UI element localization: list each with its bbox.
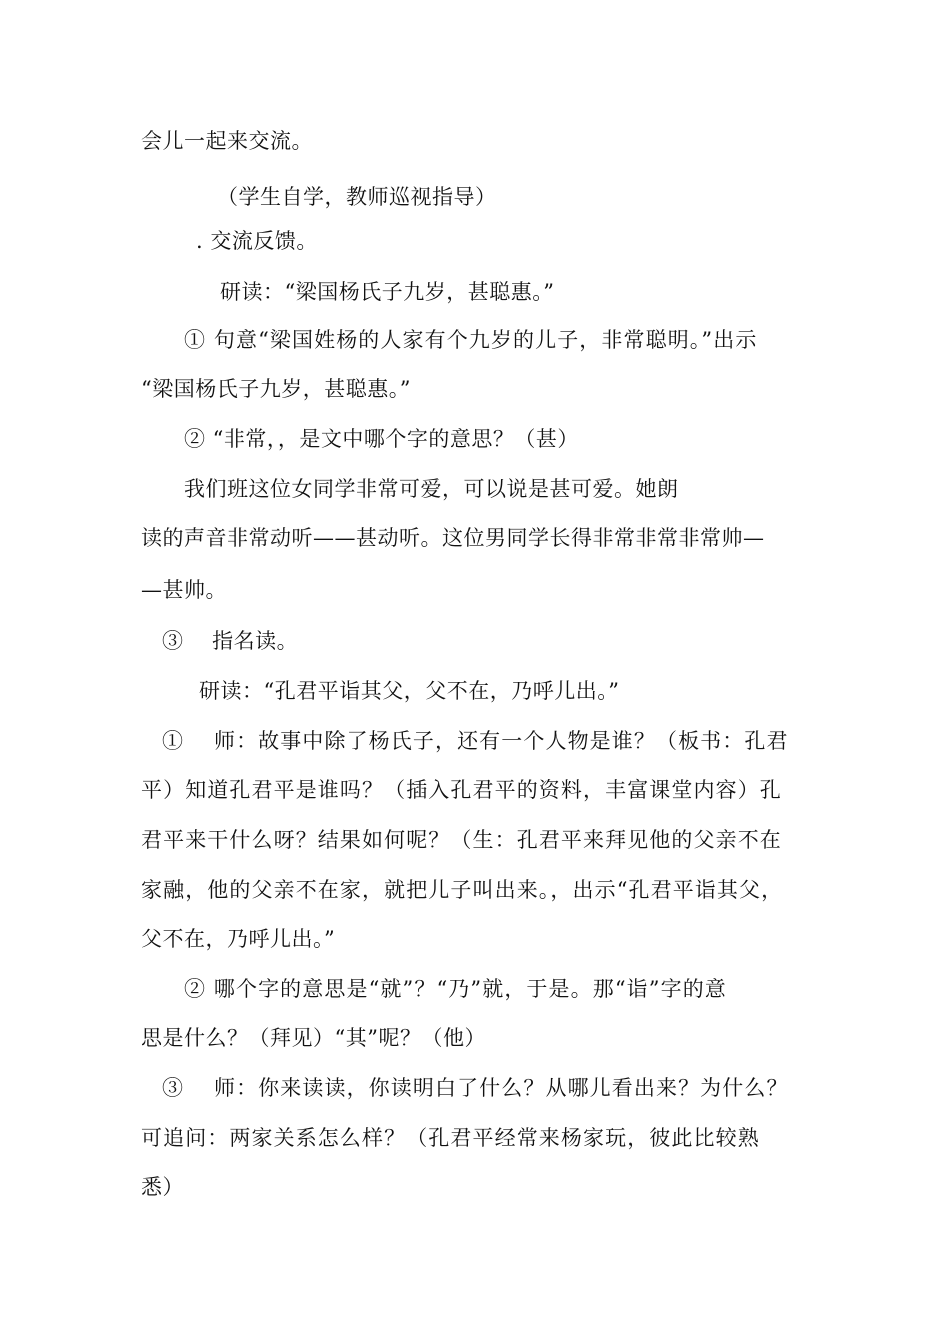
text-line-continuation: 会儿一起来交流。 (141, 129, 313, 153)
text-line-example-2: 读的声音非常动听——甚动听。这位男同学长得非常非常非常帅— (141, 526, 765, 550)
text-line-feedback-heading: . 交流反馈。 (196, 229, 318, 253)
text-line-teacher-question-1: ① 师：故事中除了杨氏子，还有一个人物是谁？（板书：孔君 (162, 729, 789, 753)
text-line-teacher-question-2: 平）知道孔君平是谁吗？（插入孔君平的资料，丰富课堂内容）孔 (141, 778, 782, 802)
text-line-item-2-question: ② “非常，，是文中哪个字的意思？（甚） (184, 427, 579, 451)
text-line-word-meaning-2: 思是什么？（拜见）“其”呢？（他） (141, 1026, 486, 1050)
text-line-example-3: —甚帅。 (141, 578, 227, 602)
text-line-teacher-question-4: 家融，他的父亲不在家，就把儿子叫出来。，出示“孔君平诣其父， (141, 878, 784, 902)
text-line-teacher-read-3: 悉） (141, 1175, 184, 1199)
text-line-item-1-meaning: ① 句意“梁国姓杨的人家有个九岁的儿子，非常聪明。”出示 (184, 328, 758, 352)
text-line-study-1-heading: 研读：“梁国杨氏子九岁，甚聪惠。” (220, 280, 555, 304)
text-line-teacher-question-5: 父不在，乃呼儿出。” (141, 927, 336, 951)
text-line-study-2-heading: 研读：“孔君平诣其父，父不在，乃呼儿出。” (199, 679, 620, 703)
text-line-item-1-quote: “梁国杨氏子九岁，甚聪惠。” (141, 377, 411, 401)
text-line-teacher-question-3: 君平来干什么呀？结果如何呢？（生：孔君平来拜见他的父亲不在 (141, 828, 782, 852)
text-line-teacher-read-1: ③ 师：你来读读，你读明白了什么？从哪儿看出来？为什么？ (162, 1076, 789, 1100)
text-line-self-study-note: （学生自学，教师巡视指导） (217, 185, 497, 209)
text-line-example-1: 我们班这位女同学非常可爱，可以说是甚可爱。她朗 (184, 477, 679, 501)
text-line-teacher-read-2: 可追问：两家关系怎么样？（孔君平经常来杨家玩，彼此比较熟 (141, 1126, 760, 1150)
text-line-word-meaning-1: ② 哪个字的意思是“就”？“乃”就，于是。那“诣”字的意 (184, 977, 727, 1001)
text-line-item-3-read: ③ 指名读。 (162, 629, 299, 653)
